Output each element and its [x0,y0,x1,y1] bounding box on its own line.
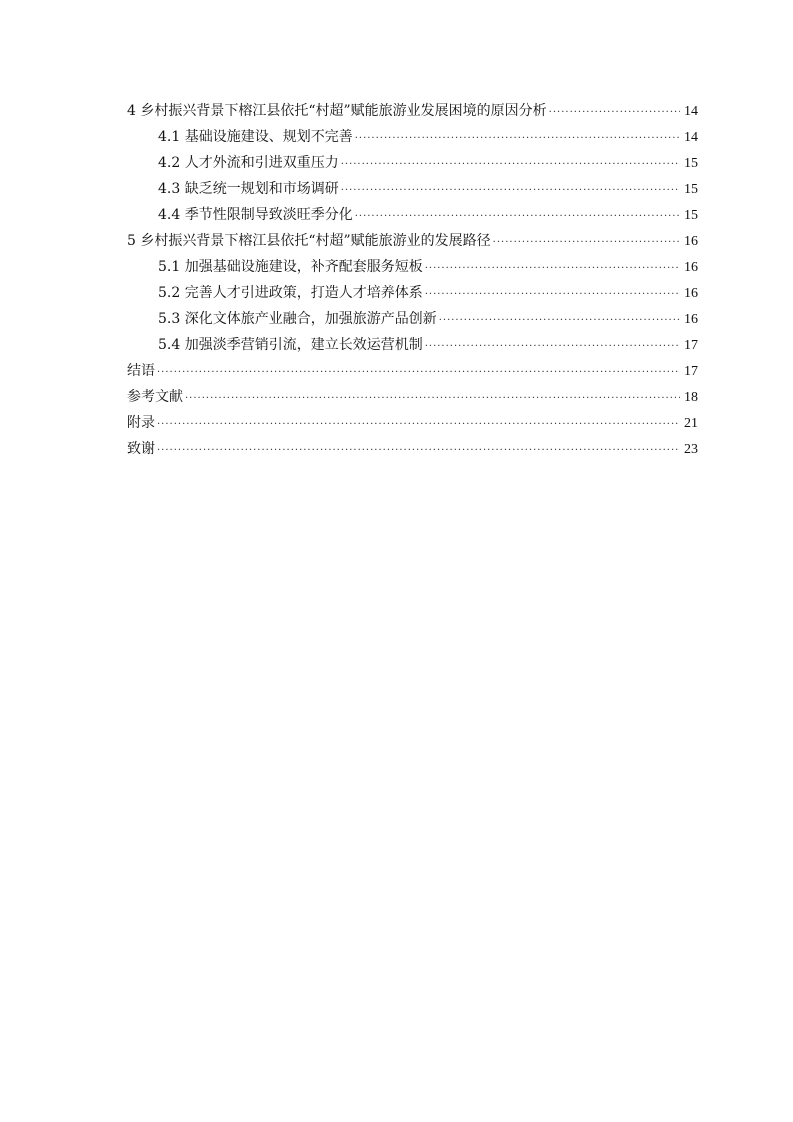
toc-page-number: 21 [684,416,698,431]
toc-page-number: 18 [684,390,698,405]
toc-entry-label: 附录 [127,415,155,431]
toc-dot-leader [185,386,680,412]
toc-entry-acknowledgements[interactable] [127,436,698,462]
toc-dot-leader [341,178,680,204]
toc-entry-label: 4 乡村振兴背景下榕江县依托“村超”赋能旅游业发展困境的原因分析 [127,103,547,119]
toc-page-number: 16 [684,286,698,301]
toc-dot-leader [439,308,680,334]
toc-entry-label: 5.3 深化文体旅产业融合，加强旅游产品创新 [158,311,437,327]
toc-dot-leader [157,438,680,464]
toc-entry-5-3[interactable] [127,306,698,332]
toc-entry-4-4[interactable] [127,202,698,228]
toc-dot-leader [157,412,680,438]
toc-entry-label: 4.4 季节性限制导致淡旺季分化 [158,207,353,223]
toc-entry-4-3[interactable] [127,176,698,202]
toc-page-number: 15 [684,182,698,197]
toc-dot-leader [493,230,680,256]
table-of-contents [127,98,698,462]
toc-dot-leader [425,256,680,282]
toc-page-number: 16 [684,312,698,327]
toc-page-number: 14 [684,130,698,145]
toc-entry-4-2[interactable] [127,150,698,176]
toc-entry-label: 5.1 加强基础设施建设，补齐配套服务短板 [158,259,423,275]
toc-dot-leader [157,360,680,386]
toc-dot-leader [425,282,680,308]
toc-page-number: 23 [684,442,698,457]
toc-entry-label: 致谢 [127,441,155,457]
toc-entry-label: 5 乡村振兴背景下榕江县依托“村超”赋能旅游业的发展路径 [127,233,491,249]
toc-entry-conclusion[interactable] [127,358,698,384]
toc-entry-label: 5.4 加强淡季营销引流，建立长效运营机制 [158,337,423,353]
toc-page-number: 17 [684,338,698,353]
toc-entry-4[interactable] [127,98,698,124]
toc-entry-5[interactable] [127,228,698,254]
toc-page-number: 17 [684,364,698,379]
toc-entry-5-4[interactable] [127,332,698,358]
toc-entry-5-1[interactable] [127,254,698,280]
toc-dot-leader [341,152,680,178]
toc-page-number: 16 [684,260,698,275]
toc-page-number: 16 [684,234,698,249]
toc-entry-label: 4.2 人才外流和引进双重压力 [158,155,339,171]
toc-entry-label: 结语 [127,363,155,379]
toc-entry-label: 5.2 完善人才引进政策，打造人才培养体系 [158,285,423,301]
toc-dot-leader [425,334,680,360]
toc-entry-appendix[interactable] [127,410,698,436]
toc-dot-leader [355,204,680,230]
toc-entry-references[interactable] [127,384,698,410]
toc-entry-label: 4.1 基础设施建设、规划不完善 [158,129,353,145]
toc-entry-label: 4.3 缺乏统一规划和市场调研 [158,181,339,197]
toc-page-number: 14 [684,104,698,119]
toc-page-number: 15 [684,156,698,171]
toc-dot-leader [549,100,680,126]
toc-page-number: 15 [684,208,698,223]
toc-dot-leader [355,126,680,152]
toc-entry-4-1[interactable] [127,124,698,150]
toc-entry-5-2[interactable] [127,280,698,306]
toc-entry-label: 参考文献 [127,389,183,405]
